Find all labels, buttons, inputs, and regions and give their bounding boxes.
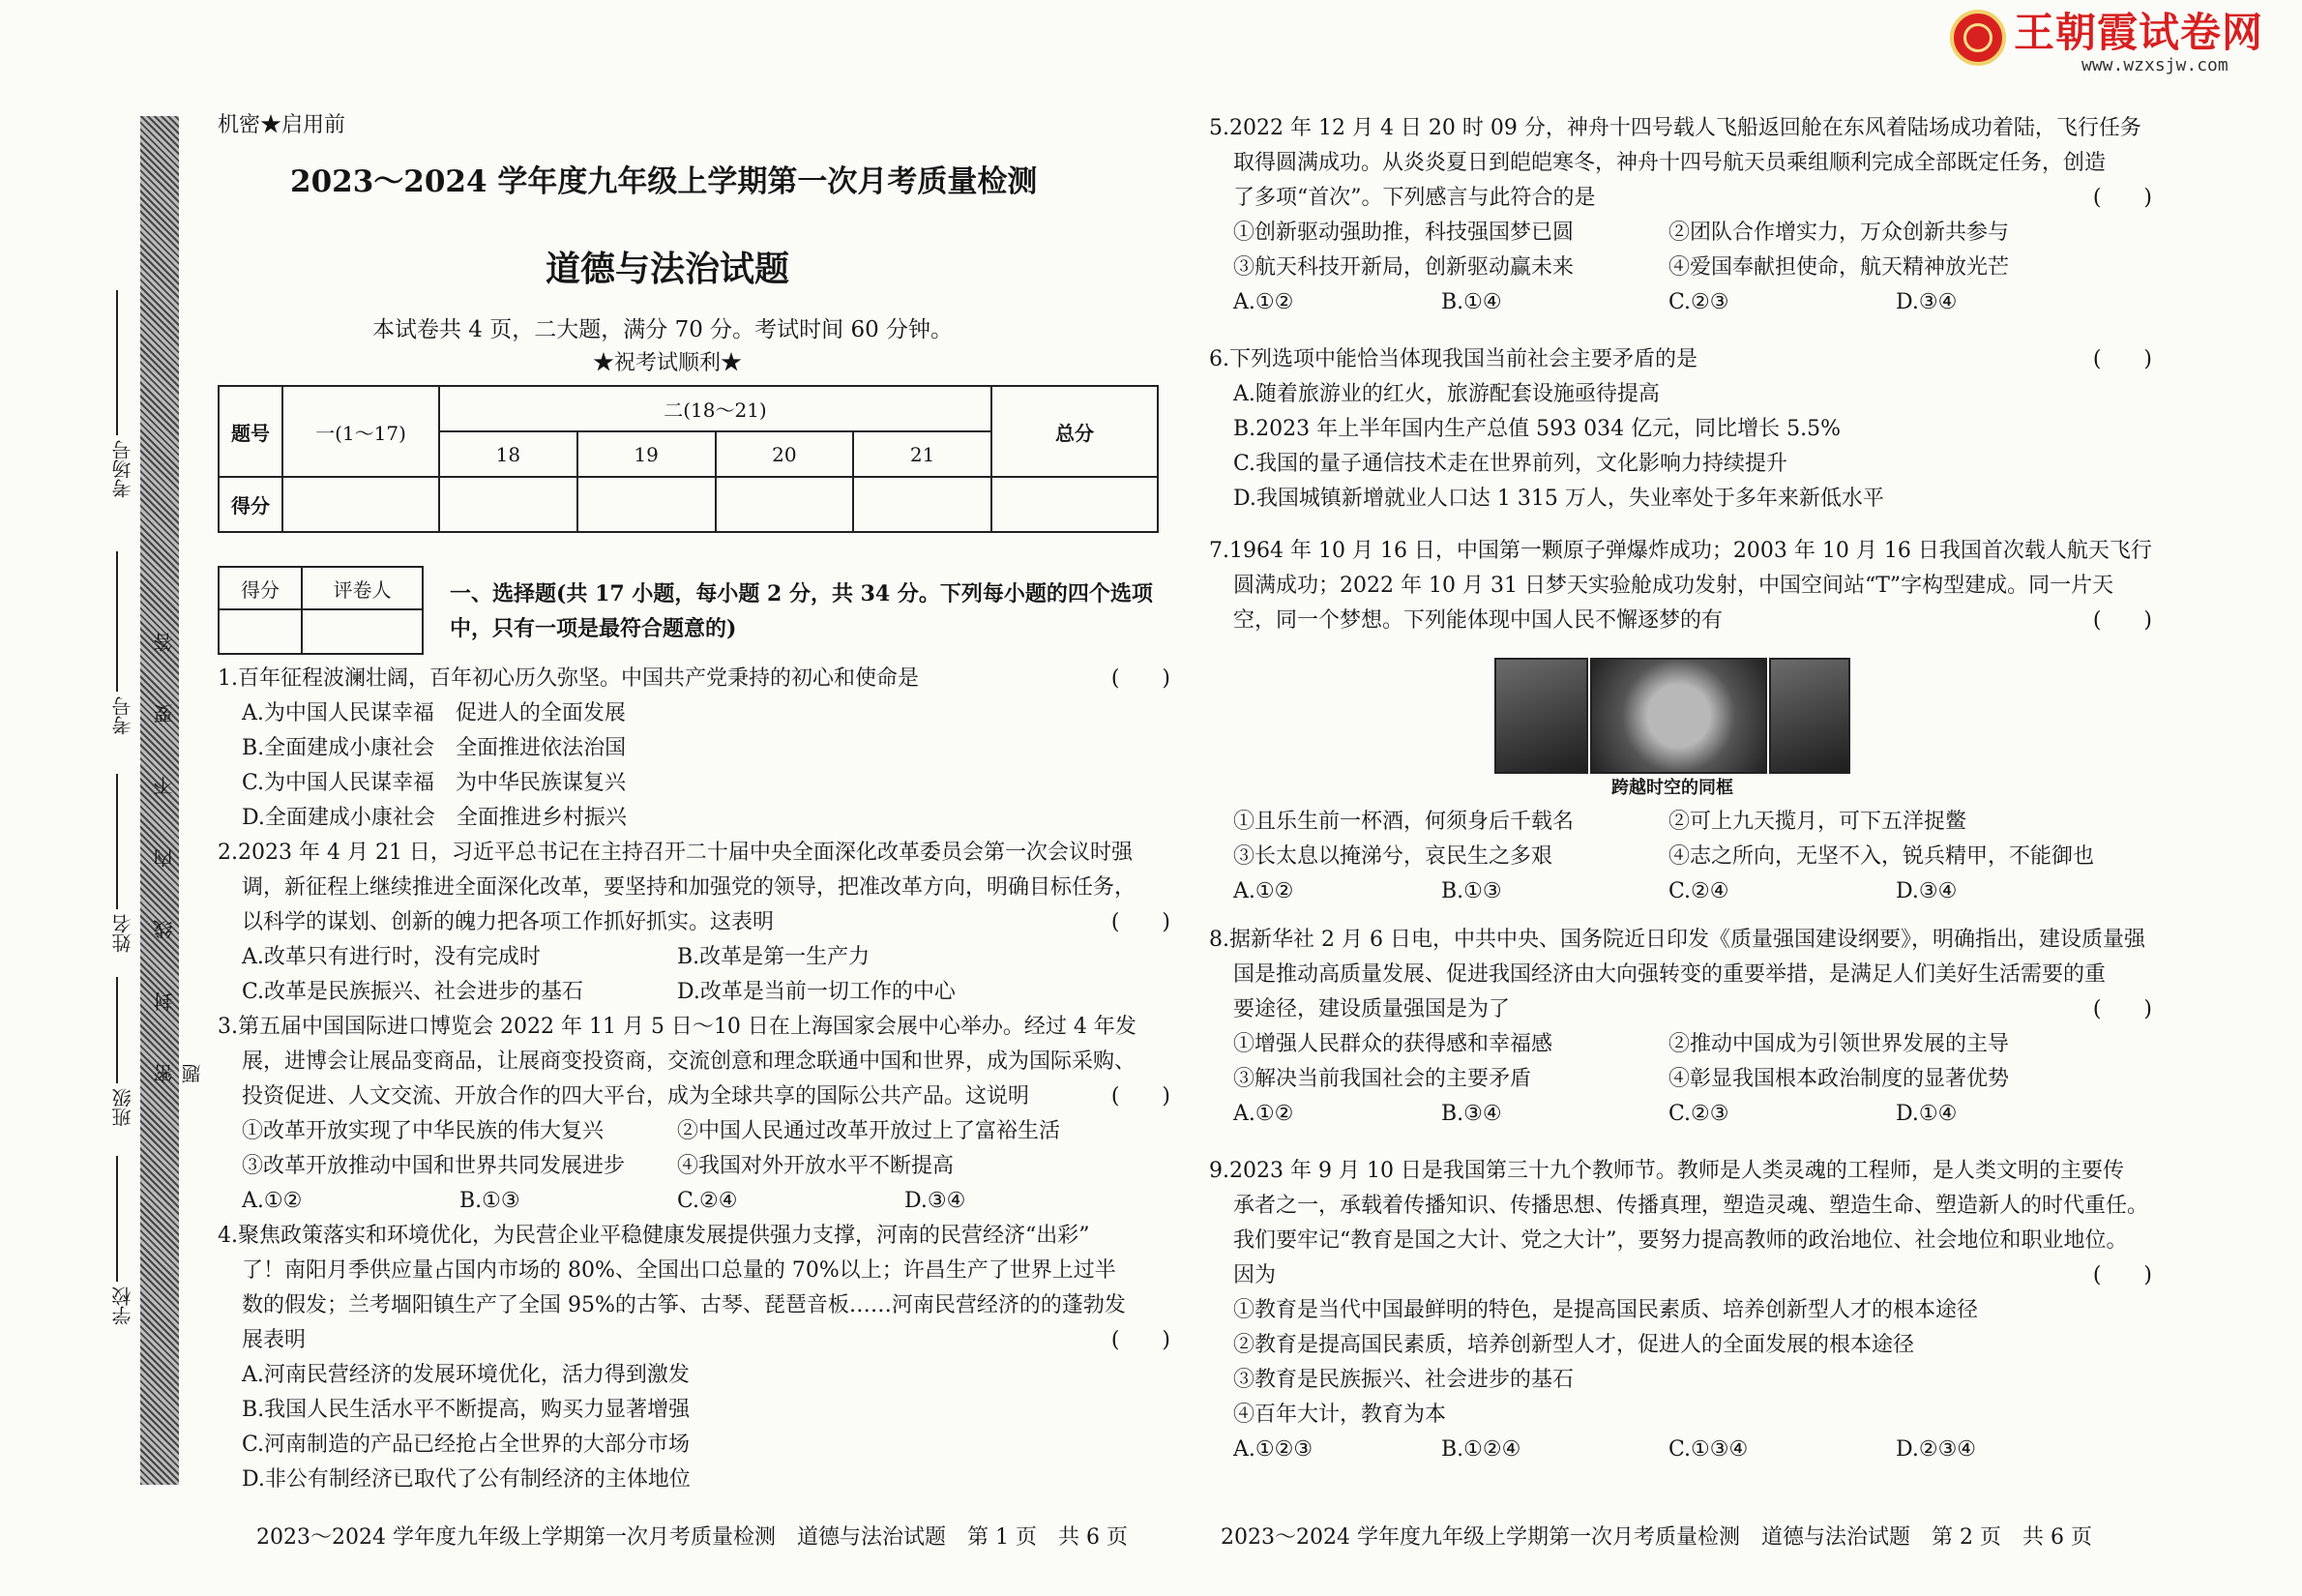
- rocket-launch-photo: [1769, 658, 1850, 774]
- q5-option-b: B.①④: [1441, 290, 1502, 314]
- q1-stem: 1.百年征程波澜壮阔，百年初心历久弥坚。中国共产党秉持的初心和使命是: [218, 666, 919, 691]
- q8-option-d: D.①④: [1896, 1102, 1958, 1126]
- score-table-col-18: 18: [439, 431, 577, 477]
- q8-statement-2: ②推动中国成为引领世界发展的主导: [1668, 1032, 2010, 1056]
- q4-option-b: B.我国人民生活水平不断提高，购买力显著增强: [242, 1398, 691, 1422]
- q7-option-d: D.③④: [1896, 879, 1958, 903]
- score-cell[interactable]: [853, 477, 991, 532]
- question-5: [1209, 111, 2152, 320]
- q9-option-d: D.②③④: [1896, 1437, 1977, 1462]
- q2-line-2: 调，新征程上继续推进全面深化改革，要坚持和加强党的领导，把准改革方向，明确目标任务，: [242, 875, 1136, 900]
- q3-statement-2: ②中国人民通过改革开放过上了富裕生活: [677, 1119, 1061, 1143]
- question-7: [1209, 534, 2152, 638]
- q8-line-3: 要途径，建设质量强国是为了: [1233, 997, 1511, 1021]
- q5-statement-1: ①创新驱动强助推，科技强国梦已圆: [1233, 221, 1575, 245]
- class-label: 班级: [111, 1088, 134, 1127]
- q9-line-1: 9.2023 年 9 月 10 日是我国第三十九个教师节。教师是人类灵魂的工程师，是人类文明的主要传: [1209, 1159, 2124, 1183]
- score-table-col-19: 19: [577, 431, 716, 477]
- question-9: [1209, 1154, 2152, 1467]
- watermark-url: www.wzxsjw.com: [2081, 55, 2228, 75]
- q3-answer-paren[interactable]: ( ): [1110, 1084, 1170, 1108]
- q7-line-3: 空，同一个梦想。下列能体现中国人民不懈逐梦的有: [1233, 608, 1724, 633]
- watermark-seal-icon: [1950, 10, 2006, 66]
- q6-option-a: A.随着旅游业的红火，旅游配套设施亟待提高: [1233, 382, 1660, 406]
- space-station-photo: [1590, 658, 1767, 774]
- q9-statement-1: ①教育是当代中国最鲜明的特色，是提高国民素质、培养创新型人才的根本途径: [1233, 1298, 1979, 1322]
- score-cell[interactable]: [439, 477, 577, 532]
- page2-footer: 2023～2024 学年度九年级上学期第一次月考质量检测 道德与法治试题 第 2 页 共 6 页: [1221, 1525, 2092, 1550]
- q7-statement-2: ②可上九天揽月，可下五洋捉鳖: [1668, 810, 1967, 834]
- q1-option-d: D.全面建成小康社会 全面推进乡村振兴: [242, 806, 627, 830]
- score-table-col-21: 21: [853, 431, 991, 477]
- q1-answer-paren[interactable]: ( ): [1110, 666, 1170, 691]
- score-cell[interactable]: [991, 477, 1158, 532]
- score-cell[interactable]: [577, 477, 716, 532]
- class-line: [116, 977, 118, 1083]
- q9-statement-4: ④百年大计，教育为本: [1233, 1403, 1447, 1427]
- q2-option-c: C.改革是民族振兴、社会进步的基石: [242, 980, 584, 1004]
- q2-option-a: A.改革只有进行时，没有完成时: [242, 945, 541, 969]
- q8-line-2: 国是推动高质量发展、促进我国经济由大向强转变的重要举措，是满足人们美好生活需要的重: [1233, 962, 2107, 987]
- exam-title: 2023～2024 学年度九年级上学期第一次月考质量检测: [290, 164, 1038, 199]
- q5-line-1: 5.2022 年 12 月 4 日 20 时 09 分，神舟十四号载人飞船返回舱在东风着陆场成功着陆，飞行任务: [1209, 116, 2141, 140]
- q8-line-1: 8.据新华社 2 月 6 日电，中共中央、国务院近日印发《质量强国建设纲要》，明确指出，建设质量强: [1209, 928, 2145, 952]
- q8-option-c: C.②③: [1668, 1102, 1729, 1126]
- q7-statement-4: ④志之所向，无坚不入，锐兵精甲，不能御也: [1668, 844, 2095, 869]
- q7-photo-caption: 跨越时空的同框: [1611, 778, 1733, 798]
- q6-stem: 6.下列选项中能恰当体现我国当前社会主要矛盾的是: [1209, 347, 1697, 371]
- score-table: [218, 385, 1159, 533]
- q5-line-2: 取得圆满成功。从炎炎夏日到皑皑寒冬，神舟十四号航天员乘组顺利完成全部既定任务，创造: [1233, 151, 2107, 175]
- q6-option-d: D.我国城镇新增就业人口达 1 315 万人，失业率处于多年来新低水平: [1233, 487, 1884, 511]
- q8-statement-1: ①增强人民群众的获得感和幸福感: [1233, 1032, 1553, 1056]
- subject-title: 道德与法治试题: [545, 249, 789, 289]
- score-table-part2: 二(18～21): [439, 386, 991, 431]
- q3-statement-1: ①改革开放实现了中华民族的伟大复兴: [242, 1119, 605, 1143]
- q3-statement-3: ③改革开放推动中国和世界共同发展进步: [242, 1154, 626, 1178]
- q8-option-b: B.③④: [1441, 1102, 1502, 1126]
- name-label: 姓名: [111, 914, 134, 953]
- exam-room-label: 考场号: [111, 440, 134, 498]
- name-line: [116, 774, 118, 909]
- q5-option-d: D.③④: [1896, 290, 1958, 314]
- score-table-col-20: 20: [716, 431, 854, 477]
- q2-answer-paren[interactable]: ( ): [1110, 910, 1170, 934]
- q6-option-c: C.我国的量子通信技术走在世界前列，文化影响力持续提升: [1233, 452, 1788, 476]
- q5-line-3: 了多项“首次”。下列感言与此符合的是: [1233, 186, 1596, 210]
- question-3: [218, 1010, 1170, 1219]
- score-table-total: 总分: [991, 386, 1158, 477]
- q4-line-3: 数的假发；兰考堌阳镇生产了全国 95%的古筝、古琴、琵琶音板……河南民营经济的的蓬勃发: [242, 1293, 1126, 1317]
- q1-option-b: B.全面建成小康社会 全面推进依法治国: [242, 736, 627, 760]
- q9-option-a: A.①②③: [1233, 1437, 1313, 1462]
- q7-line-1: 7.1964 年 10 月 16 日，中国第一颗原子弹爆炸成功；2003 年 10 月 16 日我国首次载人航天飞行: [1209, 539, 2152, 563]
- q9-option-c: C.①③④: [1668, 1437, 1749, 1462]
- score-cell[interactable]: [716, 477, 854, 532]
- q9-line-4: 因为: [1233, 1263, 1277, 1287]
- q5-option-c: C.②③: [1668, 290, 1729, 314]
- score-table-tihao: 题号: [219, 386, 282, 477]
- q3-line-1: 3.第五届中国国际进口博览会 2022 年 11 月 5 日～10 日在上海国家会展中心举办。经过 4 年发: [218, 1015, 1136, 1039]
- q8-statement-4: ④彰显我国根本政治制度的显著优势: [1668, 1067, 2010, 1091]
- watermark: [1950, 10, 2263, 75]
- secret-label: 机密★启用前: [218, 113, 346, 137]
- q3-line-2: 展，进博会让展品变商品，让展商变投资商，交流创意和理念联通中国和世界，成为国际采购、: [242, 1049, 1136, 1074]
- q7-option-c: C.②④: [1668, 879, 1729, 903]
- q9-statement-2: ②教育是提高国民素质，培养创新型人才，促进人的全面发展的根本途径: [1233, 1333, 1915, 1357]
- q4-option-c: C.河南制造的产品已经抢占全世界的大部分市场: [242, 1433, 691, 1457]
- score-cell[interactable]: [282, 477, 439, 532]
- school-label: 学校: [111, 1286, 134, 1325]
- q5-statement-2: ②团队合作增实力，万众创新共参与: [1668, 221, 2010, 245]
- q3-option-d: D.③④: [904, 1189, 966, 1213]
- q2-option-b: B.改革是第一生产力: [677, 945, 871, 969]
- q3-option-b: B.①③: [459, 1189, 520, 1213]
- q1-option-a: A.为中国人民谋幸福 促进人的全面发展: [242, 701, 626, 725]
- question-2: [218, 836, 1170, 1010]
- q4-option-d: D.非公有制经济已取代了公有制经济的主体地位: [242, 1467, 691, 1492]
- score-table-defen: 得分: [219, 477, 282, 532]
- question-7-options: [1209, 805, 2152, 909]
- q5-statement-3: ③航天科技开新局，创新驱动赢未来: [1233, 255, 1575, 280]
- atomic-bomb-photo: [1494, 658, 1588, 774]
- q2-line-3: 以科学的谋划、创新的魄力把各项工作抓好抓实。这表明: [242, 910, 775, 934]
- q7-line-2: 圆满成功；2022 年 10 月 31 日梦天实验舱成功发射，中国空间站“T”字构型建成。同一片天: [1233, 574, 2114, 598]
- q7-option-a: A.①②: [1233, 879, 1294, 903]
- seal-warning: 密 封 线 内 不 要 答 题: [153, 608, 204, 1083]
- q7-statement-3: ③长太息以掩涕兮，哀民生之多艰: [1233, 844, 1553, 869]
- question-8: [1209, 923, 2152, 1132]
- question-4: [218, 1219, 1170, 1497]
- q6-answer-paren[interactable]: ( ): [2092, 347, 2152, 371]
- q7-statement-1: ①且乐生前一杯酒，何须身后千载名: [1233, 810, 1575, 834]
- grader-name-cell[interactable]: [302, 609, 423, 654]
- q3-line-3: 投资促进、人文交流、开放合作的四大平台，成为全球共享的国际公共产品。这说明: [242, 1084, 1030, 1108]
- q4-line-2: 了！南阳月季供应量占国内市场的 80%、全国出口总量的 70%以上；许昌生产了世界上过半: [242, 1258, 1116, 1283]
- q6-option-b: B.2023 年上半年国内生产总值 593 034 亿元，同比增长 5.5%: [1233, 417, 1841, 441]
- q9-line-3: 我们要牢记“教育是国之大计、党之大计”，要努力提高教师的政治地位、社会地位和职业地位。: [1233, 1228, 2128, 1253]
- q2-line-1: 2.2023 年 4 月 21 日，习近平总书记在主持召开二十届中央全面深化改革委员会第一次会议时强: [218, 841, 1133, 865]
- q5-answer-paren[interactable]: ( ): [2092, 186, 2152, 210]
- q9-option-b: B.①②④: [1441, 1437, 1521, 1462]
- question-1: [218, 662, 1170, 836]
- school-line: [116, 1156, 118, 1282]
- q7-option-b: B.①③: [1441, 879, 1502, 903]
- q9-answer-paren[interactable]: ( ): [2092, 1263, 2152, 1287]
- q2-option-d: D.改革是当前一切工作的中心: [677, 980, 956, 1004]
- q8-answer-paren[interactable]: ( ): [2092, 997, 2152, 1021]
- exam-info: 本试卷共 4 页，二大题，满分 70 分。考试时间 60 分钟。: [372, 317, 954, 342]
- question-6: [1209, 342, 2152, 517]
- page1-footer: 2023～2024 学年度九年级上学期第一次月考质量检测 道德与法治试题 第 1 页 共 6 页: [256, 1525, 1128, 1550]
- q9-statement-3: ③教育是民族振兴、社会进步的基石: [1233, 1368, 1575, 1392]
- grader-box-pingjuanren: 评卷人: [302, 567, 423, 609]
- q3-option-c: C.②④: [677, 1189, 738, 1213]
- exam-wish: ★祝考试顺利★: [592, 351, 742, 375]
- section1-heading-2: 中，只有一项是最符合题意的): [450, 616, 737, 641]
- q5-option-a: A.①②: [1233, 290, 1294, 314]
- grader-box: [218, 566, 424, 655]
- q5-statement-4: ④爱国奉献担使命，航天精神放光芒: [1668, 255, 2010, 280]
- q4-answer-paren[interactable]: ( ): [1110, 1328, 1170, 1352]
- q4-line-4: 展表明: [242, 1328, 307, 1352]
- q9-line-2: 承者之一，承载着传播知识、传播思想、传播真理，塑造灵魂、塑造生命、塑造新人的时代重任。: [1233, 1194, 2149, 1218]
- q7-photo-strip: [1494, 658, 1850, 774]
- q8-option-a: A.①②: [1233, 1102, 1294, 1126]
- q4-option-a: A.河南民营经济的发展环境优化，活力得到激发: [242, 1363, 690, 1387]
- q4-line-1: 4.聚焦政策落实和环境优化，为民营企业平稳健康发展提供强力支撑，河南的民营经济“出彩”: [218, 1224, 1090, 1248]
- q7-answer-paren[interactable]: ( ): [2092, 608, 2152, 633]
- q3-option-a: A.①②: [242, 1189, 303, 1213]
- section1-heading-1: 一、选择题(共 17 小题，每小题 2 分，共 34 分。下列每小题的四个选项: [450, 581, 1153, 606]
- q3-statement-4: ④我国对外开放水平不断提高: [677, 1154, 955, 1178]
- watermark-title: 王朝霞试卷网: [2013, 9, 2263, 56]
- score-table-part1: 一(1～17): [282, 386, 439, 477]
- grader-box-defen: 得分: [219, 567, 302, 609]
- exam-no-line: [116, 551, 118, 692]
- grader-score-cell[interactable]: [219, 609, 302, 654]
- q8-statement-3: ③解决当前我国社会的主要矛盾: [1233, 1067, 1532, 1091]
- exam-no-label: 考号: [111, 696, 134, 735]
- q1-option-c: C.为中国人民谋幸福 为中华民族谋复兴: [242, 771, 627, 795]
